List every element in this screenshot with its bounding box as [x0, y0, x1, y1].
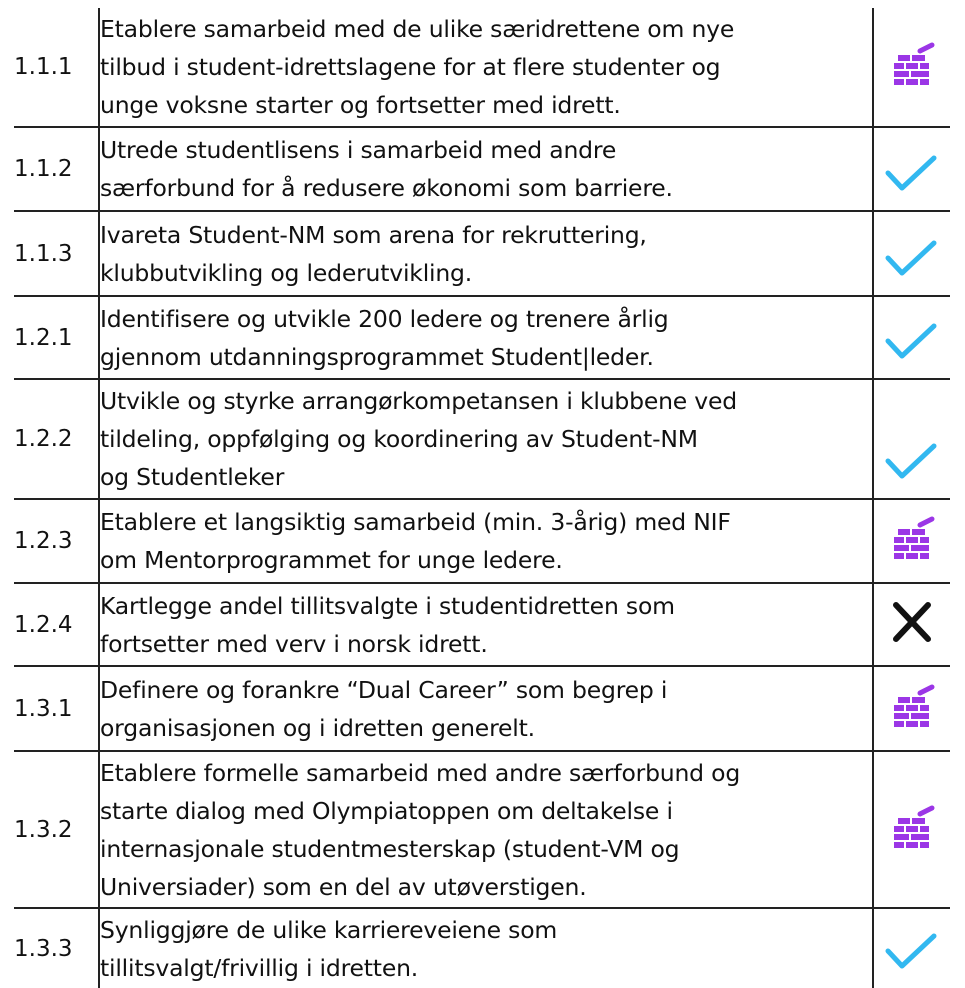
- goal-id: 1.3.2: [14, 751, 99, 908]
- brick-wall-icon: [882, 40, 942, 90]
- check-icon: [882, 926, 942, 976]
- goal-status: [873, 379, 950, 499]
- table-row: [14, 666, 950, 751]
- goal-description-line: særforbund for å redusere økonomi som barriere.: [100, 174, 673, 202]
- goal-status: [873, 666, 950, 751]
- check-icon: [882, 436, 942, 486]
- goal-description-line: Universiader) som en del av utøverstigen.: [100, 872, 587, 901]
- goal-description: [99, 379, 873, 499]
- goal-description-line: organisasjonen og i idretten generelt.: [100, 713, 535, 742]
- goal-description: [99, 751, 873, 908]
- goal-description-line: Etablere samarbeid med de ulike særidrettene om nye: [100, 15, 735, 43]
- table-row: [14, 583, 950, 666]
- table-row: [14, 751, 950, 908]
- goal-status: [873, 751, 950, 908]
- goal-description-line: Kartlegge andel tillitsvalgte i studentidretten som: [100, 591, 675, 620]
- goal-id: 1.2.3: [14, 499, 99, 583]
- check-icon: [882, 316, 942, 366]
- goal-id: 1.3.3: [14, 908, 99, 988]
- goal-status: [873, 8, 950, 127]
- goal-description-line: tilbud i student-idrettslagene for at flere studenter og: [100, 53, 721, 81]
- goal-id: 1.1.3: [14, 211, 99, 296]
- table-row: [14, 908, 950, 988]
- table-row: [14, 296, 950, 379]
- goal-description-line: Etablere et langsiktig samarbeid (min. 3-årig) med NIF: [100, 508, 731, 536]
- goal-id: 1.2.4: [14, 583, 99, 666]
- goal-description-line: Utvikle og styrke arrangørkompetansen i klubbene ved: [100, 387, 737, 415]
- goal-description-line: starte dialog med Olympiatoppen om deltakelse i: [100, 796, 673, 825]
- goal-description: [99, 666, 873, 751]
- goals-table: [14, 8, 950, 988]
- goal-description: [99, 8, 873, 127]
- goal-description-line: klubbutvikling og lederutvikling.: [100, 258, 473, 287]
- goal-description-line: Etablere formelle samarbeid med andre særforbund og: [100, 758, 741, 787]
- brick-wall-icon: [882, 803, 942, 853]
- goal-description-line: Identifisere og utvikle 200 ledere og trenere årlig: [100, 304, 669, 333]
- goal-description-line: og Studentleker: [100, 463, 285, 491]
- goal-description-line: unge voksne starter og fortsetter med idrett.: [100, 91, 621, 119]
- goal-description: [99, 296, 873, 379]
- goal-status: [873, 908, 950, 988]
- brick-wall-icon: [882, 514, 942, 564]
- goal-description: [99, 499, 873, 583]
- goal-id: 1.1.2: [14, 127, 99, 211]
- table-row: [14, 379, 950, 499]
- table-row: [14, 127, 950, 211]
- goal-description-line: Definere og forankre “Dual Career” som begrep i: [100, 675, 668, 704]
- goal-description-line: gjennom utdanningsprogrammet Student|leder.: [100, 342, 654, 371]
- goal-status: [873, 127, 950, 211]
- goal-status: [873, 583, 950, 666]
- table-row: [14, 211, 950, 296]
- check-icon: [882, 233, 942, 283]
- goal-description: [99, 211, 873, 296]
- goal-description-line: internasjonale studentmesterskap (student-VM og: [100, 834, 680, 863]
- goal-id: 1.1.1: [14, 8, 99, 127]
- brick-wall-icon: [882, 682, 942, 732]
- goal-description-line: om Mentorprogrammet for unge ledere.: [100, 546, 563, 574]
- goal-description-line: Synliggjøre de ulike karriereveiene som: [100, 915, 558, 944]
- goal-description-line: tillitsvalgt/frivillig i idretten.: [100, 953, 419, 982]
- goal-description: [99, 583, 873, 666]
- goal-status: [873, 499, 950, 583]
- goals-table-body: [14, 8, 950, 988]
- check-icon: [882, 148, 942, 198]
- goal-id: 1.2.2: [14, 379, 99, 499]
- cross-icon: [882, 598, 942, 648]
- goal-id: 1.2.1: [14, 296, 99, 379]
- goal-description-line: tildeling, oppfølging og koordinering av Student-NM: [100, 425, 698, 453]
- goal-description-line: Ivareta Student-NM som arena for rekruttering,: [100, 220, 647, 249]
- goal-id: 1.3.1: [14, 666, 99, 751]
- goal-description-line: fortsetter med verv i norsk idrett.: [100, 629, 488, 658]
- table-row: [14, 499, 950, 583]
- goal-description: [99, 127, 873, 211]
- goal-status: [873, 296, 950, 379]
- goal-description: [99, 908, 873, 988]
- goal-description-line: Utrede studentlisens i samarbeid med andre: [100, 136, 617, 164]
- goal-status: [873, 211, 950, 296]
- table-row: [14, 8, 950, 127]
